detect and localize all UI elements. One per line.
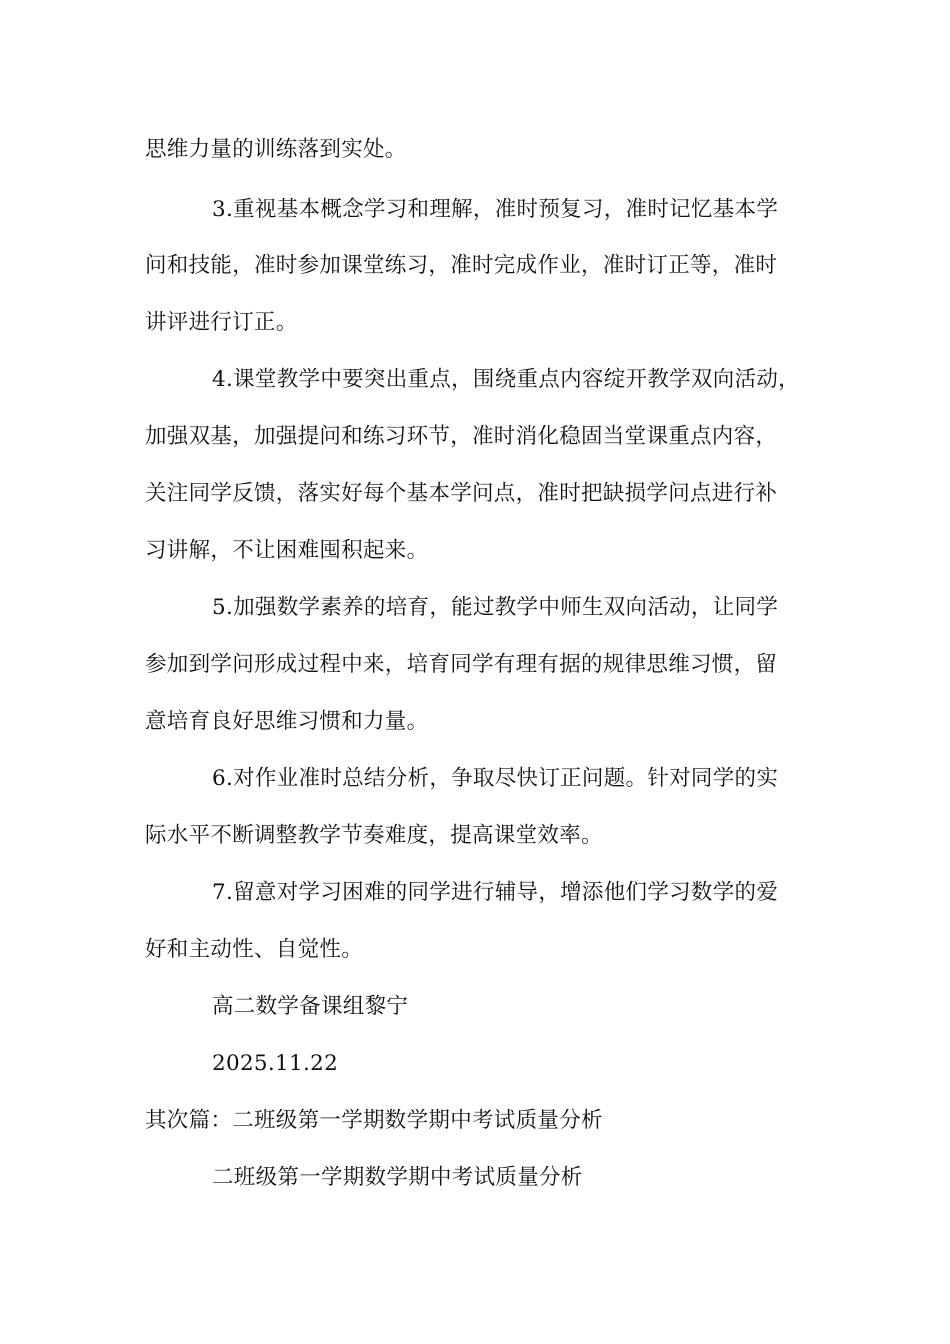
paragraph-line: 讲评进行订正。 [145, 310, 298, 335]
paragraph-line: 5.加强数学素养的培育，能过教学中师生双向活动，让同学 [212, 595, 779, 620]
paragraph-line: 3.重视基本概念学习和理解，准时预复习，准时记忆基本学 [212, 197, 779, 222]
signature-line: 高二数学备课组黎宁 [212, 994, 409, 1019]
paragraph-line: 好和主动性、自觉性。 [145, 937, 364, 962]
date-line: 2025.11.22 [212, 1051, 339, 1076]
paragraph-line: 7.留意对学习困难的同学进行辅导，增添他们学习数学的爱 [212, 880, 779, 905]
paragraph-line: 思维力量的训练落到实处。 [145, 137, 407, 162]
paragraph-line: 6.对作业准时总结分析，争取尽快订正问题。针对同学的实 [212, 766, 779, 791]
paragraph-line: 意培育良好思维习惯和力量。 [145, 709, 429, 734]
paragraph-line: 参加到学问形成过程中来，培育同学有理有据的规律思维习惯，留 [145, 652, 778, 677]
section-title: 二班级第一学期数学期中考试质量分析 [212, 1165, 583, 1190]
paragraph-line: 关注同学反馈，落实好每个基本学问点，准时把缺损学问点进行补 [145, 481, 778, 506]
paragraph-line: 际水平不断调整教学节奏难度，提高课堂效率。 [145, 823, 603, 848]
paragraph-line: 加强双基，加强提问和练习环节，准时消化稳固当堂课重点内容， [145, 424, 778, 449]
paragraph-line: 习讲解，不让困难囤积起来。 [145, 538, 429, 563]
section-heading: 其次篇：二班级第一学期数学期中考试质量分析 [145, 1108, 603, 1133]
paragraph-line: 4.课堂教学中要突出重点，围绕重点内容绽开教学双向活动， [212, 367, 800, 392]
paragraph-line: 问和技能，准时参加课堂练习，准时完成作业，准时订正等，准时 [145, 253, 778, 278]
